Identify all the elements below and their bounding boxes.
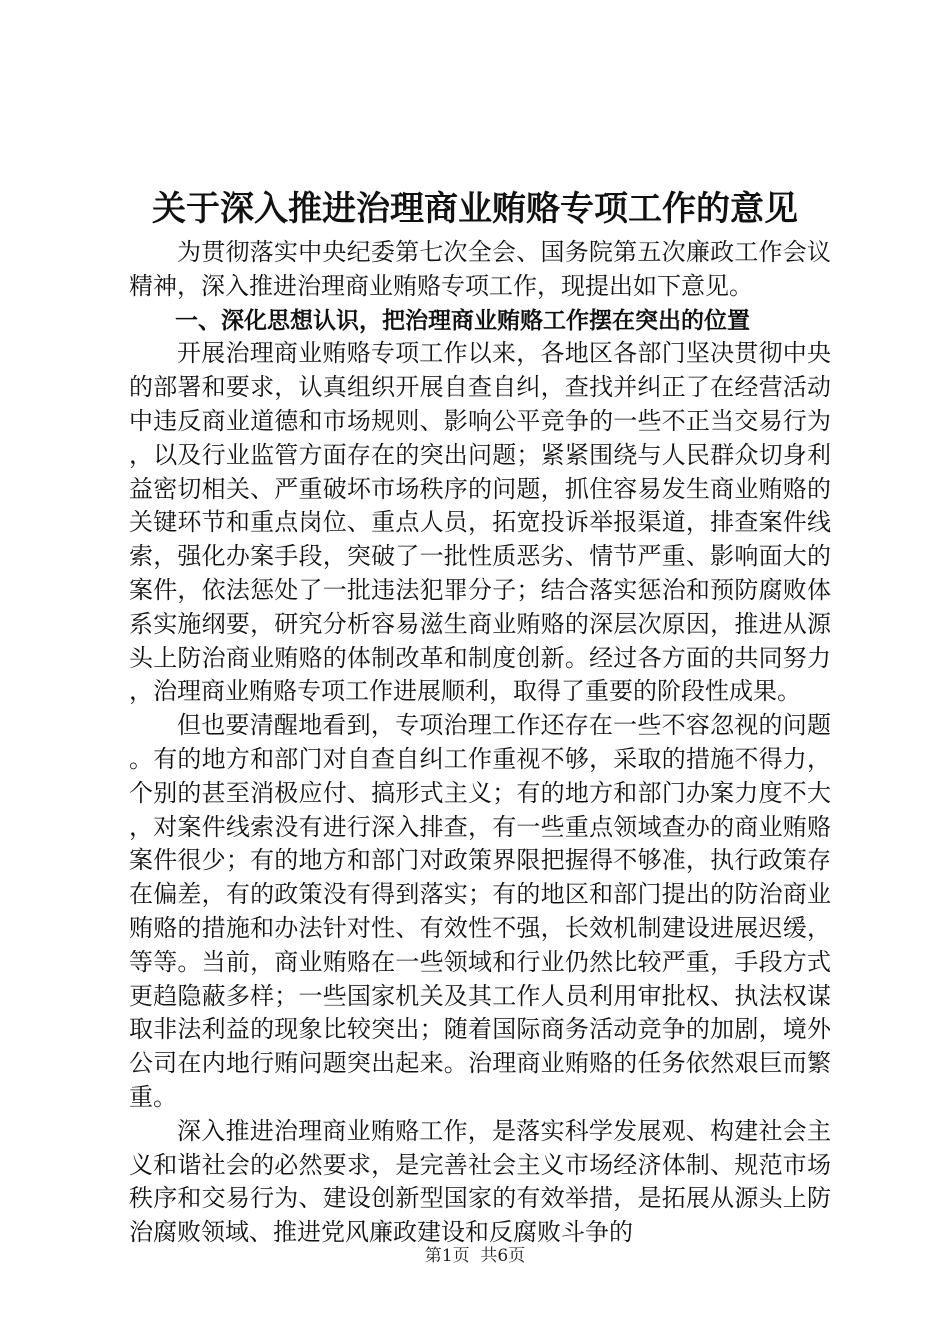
intro-paragraph: 为贯彻落实中央纪委第七次全会、国务院第五次廉政工作会议精神，深入推进治理商业贿赂专项工作，现提出如下意见。 bbox=[129, 238, 831, 300]
body-paragraph-1: 开展治理商业贿赂专项工作以来，各地区各部门坚决贯彻中央的部署和要求，认真组织开展自查自纠，查找并纠正了在经营活动中违反商业道德和市场规则、影响公平竞争的一些不正当交易行为，以及行业监管方面存在的突出问题；紧紧围绕与人民群众切身利益密切相关、严重破坏市场秩序的问题，抓住容易发生商业贿赂的关键环节和重点岗位、重点人员，拓宽投诉举报渠道，排查案件线索，强化办案手段，突破了一批性质恶劣、情节严重、影响面大的案件，依法惩处了一批违法犯罪分子；结合落实惩治和预防腐败体系实施纲要，研究分析容易滋生商业贿赂的深层次原因，推进从源头上防治商业贿赂的体制改革和制度创新。经过各方面的共同努力，治理商业贿赂专项工作进展顺利，取得了重要的阶段性成果。 bbox=[129, 339, 831, 706]
document-body bbox=[129, 236, 831, 1250]
page-footer bbox=[0, 1244, 950, 1268]
page-number: 第1页 bbox=[424, 1246, 470, 1266]
body-paragraph-2: 但也要清醒地看到，专项治理工作还存在一些不容忽视的问题。有的地方和部门对自查自纠工作重视不够，采取的措施不得力，个别的甚至消极应付、搞形式主义；有的地方和部门办案力度不大，对案件线索没有进行深入排查，有一些重点领域查办的商业贿赂案件很少；有的地方和部门对政策界限把握得不够准，执行政策存在偏差，有的政策没有得到落实；有的地区和部门提出的防治商业贿赂的措施和办法针对性、有效性不强，长效机制建设进展迟缓，等等。当前，商业贿赂在一些领域和行业仍然比较严重，手段方式更趋隐蔽多样；一些国家机关及其工作人员利用审批权、执法权谋取非法利益的现象比较突出；随着国际商务活动竞争的加剧，境外公司在内地行贿问题突出起来。治理商业贿赂的任务依然艰巨而繁重。 bbox=[129, 711, 831, 1111]
body-paragraph-3: 深入推进治理商业贿赂工作，是落实科学发展观、构建社会主义和谐社会的必然要求，是完善社会主义市场经济体制、规范市场秩序和交易行为、建设创新型国家的有效举措，是拓展从源头上防治腐败领域、推进党风廉政建设和反腐败斗争的 bbox=[129, 1116, 831, 1247]
section-heading-1: 一、深化思想认识，把治理商业贿赂工作摆在突出的位置 bbox=[175, 306, 750, 334]
document-title: 关于深入推进治理商业贿赂专项工作的意见 bbox=[152, 189, 798, 229]
page-total: 共6页 bbox=[480, 1246, 526, 1266]
